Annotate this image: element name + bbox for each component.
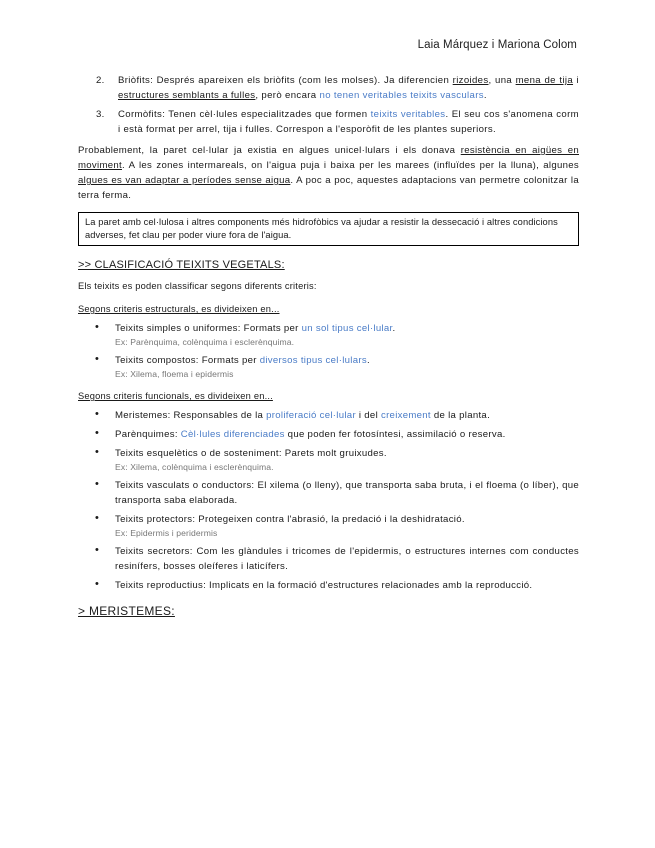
term-name: Teixits simples o uniformes:: [115, 323, 241, 334]
underlined-term: resistència en aigües en moviment: [78, 145, 579, 171]
text: Protegeixen contra l'abrasió, la predació i la deshidratació.: [195, 514, 465, 525]
example-text: Ex: Xilema, colènquima i esclerènquima.: [115, 462, 274, 472]
highlight-text: diversos tipus cel·lulars: [259, 355, 367, 366]
example-text: Ex: Xilema, floema i epidermis: [115, 369, 234, 379]
text: . A les zones intermareals, on l'aigua puja i baixa per les marees (influïdes per la lluna), algunes: [121, 160, 579, 171]
bullet-icon: •: [95, 353, 100, 365]
bullet-icon: •: [95, 478, 100, 490]
text: Probablement, la paret cel·lular ja existia en algues unicel·lulars i els donava: [78, 145, 461, 156]
text: .: [392, 323, 396, 334]
list-item: [95, 578, 579, 593]
functional-tissue-list: [78, 408, 579, 593]
underlined-term: estructures semblants a fulles: [118, 90, 256, 101]
text: Com les glàndules i tricomes de l'epidermis, o estructures internes com conductes resinífers, bosses oleíferes i laticífers.: [115, 546, 579, 572]
underlined-term: mena de tija: [515, 75, 574, 86]
list-number: 3.: [96, 109, 105, 120]
text: Responsables de la: [170, 410, 267, 421]
text: Tenen cèl·lules especialitzades que formen: [165, 109, 371, 120]
list-item: [95, 544, 579, 574]
term-name: Teixits reproductius:: [115, 580, 207, 591]
structural-criteria-heading: Segons criteris estructurals, es divideixen en...: [78, 304, 280, 314]
text: El xilema (o lleny), que transporta saba bruta, i el floema (o líber), que transporta saba elaborada.: [115, 480, 579, 506]
term-name: Meristemes:: [115, 410, 171, 421]
text: .: [483, 90, 487, 101]
list-item: [95, 512, 579, 540]
text: Formats per: [198, 355, 260, 366]
highlight-text: proliferació cel·lular: [266, 410, 356, 421]
highlight-text: no tenen veritables teixits vasculars: [319, 90, 484, 101]
list-item: [95, 446, 579, 474]
bullet-icon: •: [95, 512, 100, 524]
text: . A poc a poc, aquestes adaptacions van permetre colonitzar la terra ferma.: [78, 175, 579, 201]
text: Després apareixen els briòfits (com les molses). Ja diferencien: [153, 75, 453, 86]
text: Implicats en la formació d'estructures relacionades amb la reproducció.: [206, 580, 533, 591]
text: i: [573, 75, 580, 86]
highlight-text: teixits veritables: [370, 109, 446, 120]
term-name: Cormòfits:: [118, 109, 166, 120]
underlined-term: rizoides: [452, 75, 489, 86]
underlined-term: algues es van adaptar a períodes sense aigua: [78, 175, 291, 186]
bullet-icon: •: [95, 408, 100, 420]
plant-origins-list: [78, 73, 579, 137]
term-name: Teixits vasculats o conductors:: [115, 480, 255, 491]
boxed-note: La paret amb cel·lulosa i altres components més hidrofòbics va ajudar a resistir la dessecació i altres condicions adverses, fet clau per poder viure fora de l'aigua.: [78, 212, 579, 246]
text: i del: [355, 410, 381, 421]
list-item: [95, 321, 579, 349]
term-name: Parènquimes:: [115, 429, 178, 440]
text: de la planta.: [430, 410, 491, 421]
list-item: [95, 408, 579, 423]
bullet-icon: •: [95, 578, 100, 590]
page-content: [78, 73, 579, 619]
bullet-icon: •: [95, 427, 100, 439]
section-heading-meristemes: > MERISTEMES:: [78, 604, 175, 618]
bullet-icon: •: [95, 446, 100, 458]
page-header-authors: Laia Márquez i Mariona Colom: [417, 39, 577, 51]
term-name: Briòfits:: [118, 75, 154, 86]
text: , una: [488, 75, 516, 86]
list-number: 2.: [96, 75, 105, 86]
text: que poden fer fotosíntesi, assimilació o reserva.: [284, 429, 506, 440]
example-text: Ex: Parènquima, colènquima i esclerènquima.: [115, 337, 295, 347]
highlight-text: creixement: [380, 410, 431, 421]
functional-criteria-heading: Segons criteris funcionals, es divideixen en...: [78, 391, 273, 401]
list-item: [95, 353, 579, 381]
list-item: [95, 427, 579, 442]
classification-intro: Els teixits es poden classificar segons diferents criteris:: [78, 281, 317, 291]
text: . El seu cos s'anomena corm i està format per arrel, tija i fulles. Correspon a l'esporòfit de les plantes superiors.: [118, 109, 579, 135]
list-item: [96, 73, 580, 103]
bullet-icon: •: [95, 544, 100, 556]
example-text: Ex: Epidermis i peridermis: [115, 528, 218, 538]
text: .: [366, 355, 370, 366]
text: Formats per: [240, 323, 302, 334]
bullet-icon: •: [95, 321, 100, 333]
section-heading-classification: >> CLASIFICACIÓ TEIXITS VEGETALS:: [78, 259, 285, 271]
term-name: Teixits secretors:: [115, 546, 193, 557]
highlight-text: un sol tipus cel·lular: [301, 323, 393, 334]
highlight-text: Cèl·lules diferenciades: [177, 429, 285, 440]
term-name: Teixits compostos:: [115, 355, 199, 366]
text: , però encara: [255, 90, 320, 101]
term-name: Teixits esquelètics o de sosteniment:: [115, 448, 282, 459]
text: Parets molt gruixudes.: [281, 448, 387, 459]
term-name: Teixits protectors:: [115, 514, 196, 525]
list-item: [96, 107, 579, 137]
cell-wall-paragraph: [78, 143, 579, 203]
list-item: [95, 478, 579, 508]
structural-tissue-list: [78, 321, 579, 381]
